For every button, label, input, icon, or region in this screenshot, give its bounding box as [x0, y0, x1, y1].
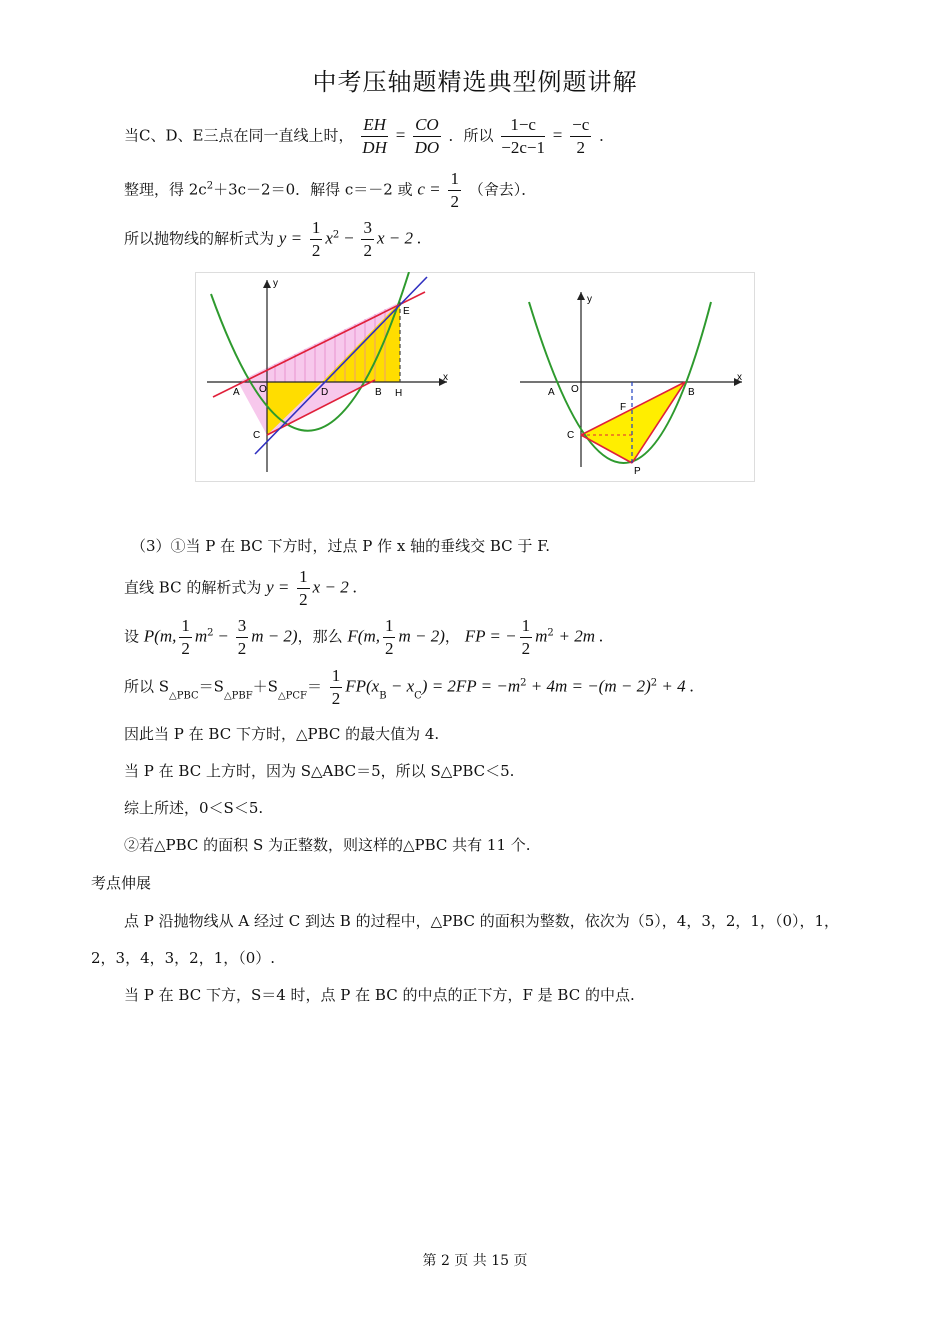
- line-summary: 综上所述，0＜S＜5.: [124, 799, 264, 817]
- fraction-eh-dh: [361, 114, 388, 159]
- numerator: 1: [297, 566, 310, 589]
- label-c: C: [567, 430, 575, 441]
- math: FP(x: [345, 676, 380, 696]
- numerator: −c: [570, 114, 591, 137]
- line-extension-1: 点 P 沿抛物线从 A 经过 C 到达 B 的过程中，△PBC 的面积为整数，依次为（5），4，3，2，1，（0），1，: [124, 912, 840, 930]
- text: 当C、D、E三点在同一直线上时，: [124, 126, 354, 145]
- line-area-formula: [124, 665, 694, 710]
- line-collinear: [124, 114, 614, 159]
- line-bc-equation: [124, 566, 357, 611]
- superscript: 2: [547, 627, 554, 639]
- superscript: 2: [650, 677, 658, 689]
- denominator: 2: [450, 192, 459, 211]
- fraction-half: [448, 168, 461, 213]
- math: y =: [278, 228, 303, 248]
- label-h: H: [395, 388, 403, 399]
- label-p: P: [634, 466, 641, 477]
- fraction-half: [330, 665, 343, 710]
- text: ＋3c－2＝0．解得 c＝－2 或: [213, 180, 413, 199]
- parabola-figures: [195, 272, 755, 482]
- label-c: C: [253, 430, 261, 441]
- fraction-half: [297, 566, 310, 611]
- text: ＝: [306, 677, 322, 696]
- line-parabola-equation: [124, 217, 421, 262]
- label-o: O: [259, 384, 267, 395]
- math: y =: [266, 577, 290, 597]
- label-a: A: [233, 387, 240, 398]
- denominator: 2: [299, 590, 308, 609]
- math: + 4 .: [657, 676, 695, 696]
- numerator: 3: [361, 217, 374, 240]
- numerator: 1−c: [501, 114, 545, 137]
- equals: =: [395, 125, 406, 145]
- numerator: 1: [520, 615, 533, 638]
- label-x: x: [737, 372, 742, 383]
- denominator: 2: [521, 639, 531, 658]
- fraction-1-c: [501, 114, 545, 159]
- line-max-area: 因此当 P 在 BC 下方时，△PBC 的最大值为 4.: [124, 725, 440, 743]
- subscript: △PBC: [169, 690, 199, 702]
- line-above-bc: 当 P 在 BC 上方时，因为 S△ABC＝5，所以 S△PBC＜5.: [124, 762, 515, 780]
- text: ＋S: [252, 677, 278, 696]
- superscript: 2: [206, 180, 214, 192]
- line-integer-count: ②若△PBC 的面积 S 为正整数，则这样的△PBC 共有 11 个.: [124, 836, 531, 854]
- math: P(m,: [143, 626, 177, 646]
- numerator: 1: [383, 615, 396, 638]
- text: （舍去）．: [468, 180, 537, 199]
- text: ．所以: [448, 126, 494, 145]
- text: 设: [124, 627, 140, 646]
- superscript: 2: [332, 229, 340, 241]
- math: m: [194, 626, 208, 646]
- math: −: [344, 228, 354, 248]
- label-a: A: [548, 387, 555, 398]
- math: x − 2 .: [312, 577, 358, 597]
- label-e: E: [403, 306, 410, 317]
- page-footer: 第 2 页 共 15 页: [422, 1253, 528, 1269]
- fraction-half: [383, 615, 396, 660]
- denominator: 2: [384, 639, 394, 658]
- label-o: O: [571, 384, 579, 395]
- text: 直线 BC 的解析式为: [124, 578, 262, 597]
- denominator: 2: [311, 241, 321, 260]
- math: m − 2): [398, 626, 445, 646]
- text: 所以抛物线的解析式为: [124, 229, 275, 248]
- fraction-three-halves: [236, 615, 249, 660]
- fraction-neg-c: [570, 114, 591, 159]
- label-x: x: [443, 372, 448, 383]
- superscript: 2: [520, 677, 527, 689]
- label-f: F: [620, 402, 627, 413]
- math: FP = −: [464, 626, 517, 646]
- label-d: D: [321, 387, 329, 398]
- label-y: y: [587, 294, 592, 305]
- math: m: [535, 626, 548, 646]
- fraction-three-halves: [361, 217, 374, 262]
- math: + 4m = −(m − 2): [526, 676, 651, 696]
- text: ．: [599, 126, 615, 145]
- numerator: 1: [448, 168, 461, 191]
- line-extension-2: 2，3，4，3，2，1，（0）.: [91, 949, 276, 967]
- line-set-p-f: [124, 615, 604, 660]
- denominator: 2: [237, 639, 247, 658]
- math: x: [325, 228, 333, 248]
- math: + 2m .: [558, 626, 604, 646]
- numerator: 1: [310, 217, 323, 240]
- superscript: 2: [207, 627, 214, 639]
- math: − x: [386, 676, 415, 696]
- label-b: B: [375, 387, 382, 398]
- math: x − 2 .: [376, 228, 422, 248]
- math: F(m,: [347, 626, 380, 646]
- subscript: C: [414, 690, 422, 702]
- fraction-co-do: [413, 114, 441, 159]
- line-part3-intro: （3）①当 P 在 BC 下方时，过点 P 作 x 轴的垂线交 BC 于 F.: [131, 537, 551, 555]
- subscript: △PBF: [223, 690, 253, 702]
- equals: =: [552, 125, 563, 145]
- fraction-half: [310, 217, 323, 262]
- numerator: EH: [361, 114, 388, 137]
- numerator: 1: [330, 665, 343, 688]
- math: ) = 2FP = −m: [421, 676, 521, 696]
- denominator: 2: [363, 241, 372, 260]
- text: 所以 S: [124, 677, 170, 696]
- text: ，: [444, 627, 460, 646]
- denominator: DO: [414, 138, 440, 157]
- section-heading: 考点伸展: [91, 874, 152, 892]
- line-solve-c: [124, 168, 536, 213]
- math: c =: [417, 179, 441, 199]
- math: m − 2): [251, 626, 298, 646]
- numerator: 3: [236, 615, 249, 638]
- page-title: 中考压轴题精选典型例题讲解: [312, 68, 638, 96]
- denominator: 2: [331, 689, 341, 708]
- denominator: −2c−1: [501, 138, 546, 157]
- label-b: B: [688, 387, 695, 398]
- line-extension-3: 当 P 在 BC 下方，S＝4 时，点 P 在 BC 的中点的正下方，F 是 BC 的中点.: [124, 986, 635, 1004]
- denominator: DH: [362, 138, 387, 157]
- text: ，那么: [297, 627, 343, 646]
- denominator: 2: [181, 639, 190, 658]
- math: −: [218, 626, 228, 646]
- denominator: 2: [576, 138, 585, 157]
- subscript: △PCF: [277, 690, 307, 702]
- numerator: 1: [179, 615, 192, 638]
- fraction-half: [179, 615, 192, 660]
- subscript: B: [379, 690, 387, 702]
- fraction-half: [520, 615, 533, 660]
- text: 整理，得 2c: [124, 180, 207, 199]
- numerator: CO: [413, 114, 441, 137]
- text: ＝S: [198, 677, 224, 696]
- label-y: y: [273, 278, 278, 289]
